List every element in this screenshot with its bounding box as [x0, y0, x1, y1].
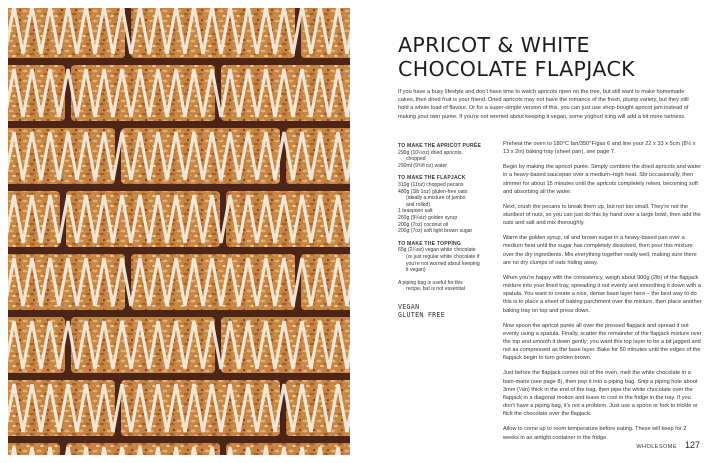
method-step: Warm the golden syrup, oil and brown sugar in a heavy-based pan over a medium heat until the sugar has completely dissolved, then pour this mixture over the dry ingredients. Mix everything together really well, making sure there are no dry clumps of oats hiding away. — [503, 235, 697, 266]
page-number: 127 — [684, 440, 700, 450]
ingredient-line: 65g (2¼oz) vegan white chocolate — [398, 247, 476, 254]
tag-gluten-free: GLUTEN FREE — [398, 311, 445, 320]
method-column — [503, 140, 703, 449]
method-step: Allow to come up to room temperature before eating. These will keep for 2 weeks in an airtight container in the fridge. — [503, 426, 687, 441]
ingredient-line: chopped — [406, 156, 426, 163]
page-footer — [620, 440, 700, 450]
ingredient-line: 260g (9¼oz) golden syrup — [398, 214, 458, 221]
topping-heading: TO MAKE THE TOPPING — [398, 240, 462, 247]
method-step: Next, crush the pecans to break them up, but not too small. They're not the sturdiest of nuts, so you can just do this by hand over a large bowl, then add the oats and salt and mix thoroughly. — [503, 203, 701, 227]
method-step: Begin by making the apricot purée. Simply combine the dried apricots and water in a heavy-based saucepan over a medium–high heat. Stir occasionally, then simmer for about 15 minutes until the apricots completely relent, becoming soft and absorbing all the water. — [503, 164, 702, 195]
ingredients-column — [398, 140, 500, 320]
recipe-title-line-1: APRICOT & WHITE — [398, 33, 590, 57]
ingredient-line: 290g (10½oz) dried apricots, — [398, 149, 463, 156]
ingredient-line: (or just regular white chocolate if — [406, 253, 480, 260]
method-step: Just before the flapjack comes out of the oven, melt the white chocolate in a bain-marie (see page 8), then pop it into a piping bag. Snip a piping hole about 3mm (⅛in) thick in the end of the bag, then pipe the white chocolate over the flapjack in a diagonal motion and leave to cool in the fridge in the tray. If you don't have a piping bag, it's not a problem. Just use a spoon or fork to trickle or flick the chocolate over the flapjack. — [503, 370, 698, 418]
section-name: WHOLESOME — [636, 444, 677, 450]
ingredient-line: 310g (11oz) chopped pecans — [398, 181, 464, 188]
equipment-note — [398, 280, 500, 293]
ingredient-line: it vegan) — [406, 267, 426, 274]
flapjack-photo — [8, 8, 350, 455]
flapjack-bar — [66, 443, 220, 455]
ingredient-line: 200g (7oz) coconut oil — [398, 221, 449, 228]
flapjack-heading: TO MAKE THE FLAPJACK — [398, 175, 466, 182]
method-step: Now spoon the apricot purée all over the pressed flapjack and spread it out evenly using a spatula. Finally, scatter the remainder of the flapjack mixture over the top and smooth it down gently; you want this top layer to be a bit jagged and not as compressed as the base layer. Bake for 50 minutes until the edges of the flapjack begin to turn golden brown. — [503, 322, 702, 362]
method-step: When you're happy with the consistency, weigh about 900g (2lb) of the flapjack mixture into your lined tray, spreading it out evenly and smoothing it down with a spatula. You want to create a nice, dense base layer here – the best way to do this is to place a sheet of baking parchment over the mixture, then place another baking tray on top and press down. — [503, 274, 702, 314]
ingredient-line: you're not worried about keeping — [406, 260, 480, 267]
ingredient-line: (ideally a mixture of jumbo — [406, 195, 466, 202]
ingredient-line: 1 teaspoon salt — [398, 208, 433, 215]
recipe-title — [398, 33, 698, 81]
tag-vegan: VEGAN — [398, 302, 420, 311]
ingredient-line: 480g (1lb 1oz) gluten-free oats — [398, 188, 468, 195]
flapjack-illustration — [8, 8, 350, 455]
note-line: A piping bag is useful for this — [398, 279, 463, 286]
ingredient-line: and rolled) — [406, 201, 431, 208]
ingredient-line: 290ml (9¾fl oz) water — [398, 162, 447, 169]
method-step: Preheat the oven to 180°C fan/350°F/gas 6 and line your 22 x 33 x 5cm (8½ x 13 x 2in) baking tray (sheet pan), see page 7. — [503, 141, 696, 156]
note-line: recipe, but is not essential — [406, 286, 465, 293]
diet-tags — [398, 303, 500, 320]
recipe-intro: If you have a busy lifestyle and don't have time to watch apricots ripen on the tree, but still want to make homemade cakes, then dried fruit is your friend. Dried apricots may not have the romance of the fresh, plump variety, but they still hold a whole load of flavour. Or for a super-simple version of this, you can just use shop-bought apricot jam instead of making your own purée. If you're not worried about keeping it vegan, some yoghurt icing will add a bit more tartness. — [398, 89, 689, 120]
ingredient-line: 200g (7oz) soft light brown sugar — [398, 228, 473, 235]
flapjack-bar — [226, 443, 350, 455]
recipe-title-line-2: CHOCOLATE FLAPJACK — [398, 57, 636, 81]
recipe-page — [368, 0, 712, 463]
puree-heading: TO MAKE THE APRICOT PURÉE — [398, 143, 482, 149]
